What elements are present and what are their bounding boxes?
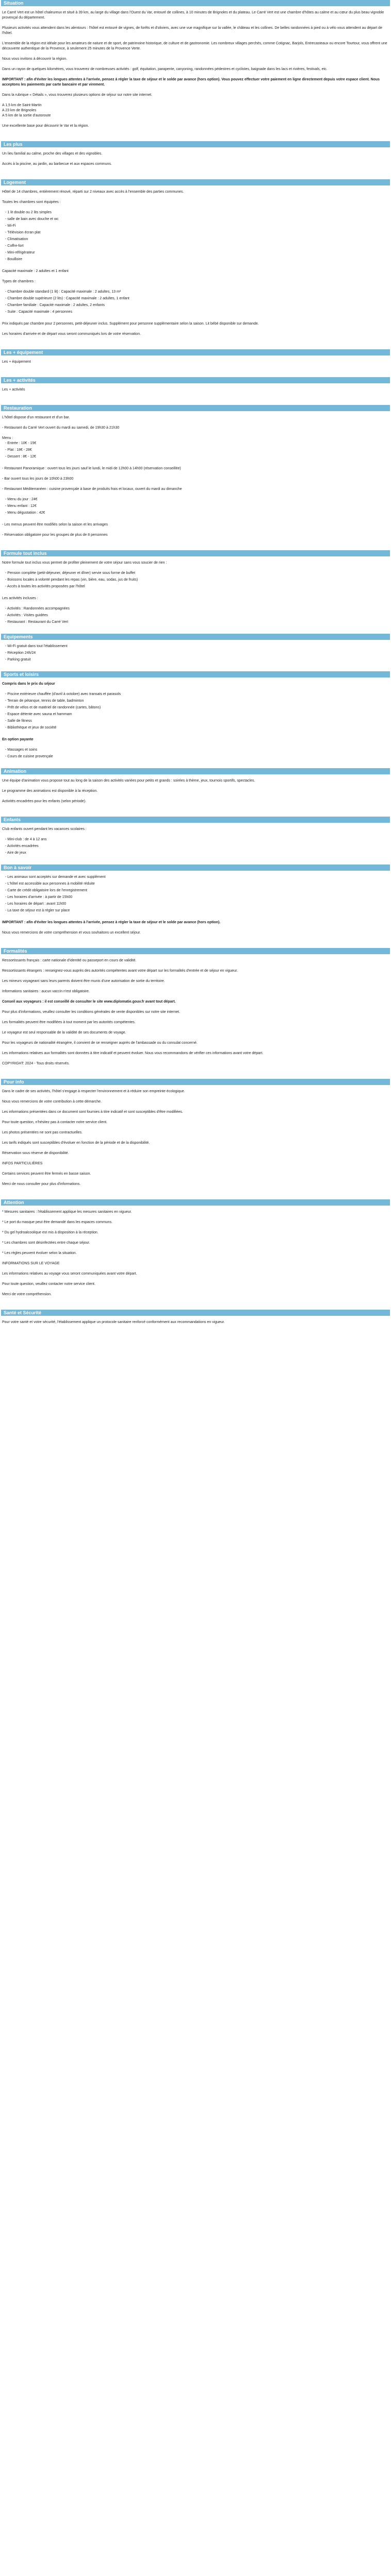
paragraph: Le programme des animations est disponible à la réception. [2,789,98,793]
paragraph: - Restaurant Méditerranéen : cuisine provençale à base de produits frais et locaux, ouvert du mardi au dimanche [2,487,182,491]
paragraph: Nous vous invitons à découvrir la région. [2,57,68,61]
paragraph: Dans la rubrique « Détails », vous trouverez plusieurs options de séjour sur notre site internet. [2,93,153,97]
section-body [1,6,390,141]
important-note: Conseil aux voyageurs : il est conseillé de consulter le site www.diplomatie.gouv.fr avant tout départ. [2,1000,176,1004]
paragraph: Toutes les chambres sont équipées : [2,200,61,204]
paragraph: Informations sanitaires : aucun vaccin n'est obligatoire. [2,990,90,993]
section-title: Bon à savoir [1,865,390,871]
section-title: Restauration [1,405,390,411]
list-item: - Chambre familiale : Capacité maximale : 2 adultes, 2 enfants [5,303,105,307]
paragraph: * Du gel hydroalcoolique est mis à disposition à la réception. [2,1231,99,1234]
list-item: - Piscine extérieure chauffée (d'avril à octobre) avec transats et parasols [5,692,121,696]
section-title: Les + activités [1,377,390,383]
subheading: Compris dans le prix du séjour [2,682,55,686]
section-restauration [1,405,390,550]
capacity: Capacité maximale : 2 adultes et 1 enfant [2,269,69,273]
list-item: - Climatisation [5,238,28,241]
paragraph: Club enfants ouvert pendant les vacances scolaires : [2,827,87,831]
section-sante [1,1310,390,1337]
list-item: - Boissons locales à volonté pendant les repas (vin, bière, eau, sodas, jus de fruits) [5,578,138,582]
paragraph: Nous vous remercions de votre contribution à cette démarche. [2,1100,102,1104]
list-item: - Pension complète (petit-déjeuner, déjeuner et dîner) servie sous forme de buffet [5,571,136,575]
list-item: - Les horaires d'arrivée : à partir de 15h00 [5,895,73,899]
list-item: - Massages et soins [5,748,38,752]
list-item: - Wi-Fi [5,224,16,228]
paragraph: Les activités incluses : [2,597,38,600]
list-item: - Parking gratuit [5,658,31,662]
paragraph: Les tarifs indiqués sont susceptibles d'évoluer en fonction de la période et de la disponibilité. [2,1141,150,1145]
section-animation [1,768,390,817]
paragraph: Les horaires d'arrivée et de départ vous seront communiqués lors de votre réservation. [2,332,141,336]
list-item: - Prêt de vélos et de matériel de randonnée (cartes, bâtons) [5,706,101,709]
paragraph: * Le port du masque peut être demandé dans les espaces communs. [2,1221,113,1224]
list-item: - Activités : Visites guidées [5,614,48,617]
section-title: Sports et loisirs [1,671,390,677]
section-attention [1,1199,390,1310]
paragraph: Dans le cadre de ses activités, l'hôtel s'engage à respecter l'environnement et à réduire son empreinte écologique. [2,1090,185,1093]
section-title: Santé et Sécurité [1,1310,390,1316]
list-item: - Mini-club : de 4 à 12 ans [5,838,47,841]
paragraph: Un lieu familial au calme, proche des villages et des vignobles. [2,152,103,156]
section-title: Equipements [1,634,390,640]
section-title: Formule tout inclus [1,550,390,556]
paragraph: Merci de votre compréhension. [2,1293,52,1296]
list-item: - Salle de fitness [5,719,32,723]
section-title: Animation [1,768,390,774]
paragraph: Le voyageur est seul responsable de la validité de ses documents de voyage. [2,1031,126,1035]
list-item: - Coffre-fort [5,244,24,248]
paragraph: Hôtel de 14 chambres, entièrement rénové, réparti sur 2 niveaux avec accès à l'ensemble des parties communes. [2,190,184,194]
list-item: - Accès à toutes les activités proposées par l'hôtel [5,585,85,588]
section-title: Les + équipement [1,349,390,355]
list-item: - Terrain de pétanque, tennis de table, badminton [5,699,84,703]
paragraph: - Les menus peuvent être modifiés selon la saison et les arrivages [2,523,108,527]
list-item: - Activités : Randonnées accompagnées [5,607,70,611]
list-item: - Télévision écran plat [5,231,41,234]
list-item: - Cours de cuisine provençale [5,755,53,758]
paragraph: Réservation sous réserve de disponibilité. [2,1151,69,1155]
distance-line: A 5 km de la sortie d'autoroute [2,114,51,117]
section-lieu [1,141,390,179]
section-title: Attention [1,1199,390,1206]
paragraph: Plusieurs activités vous attendent dans les alentours : l'hôtel est entouré de vignes, de forêts et d'oliviers, avec une vue magnifique sur la vallée, le château et les collines. De belles randonnées à pied ou à vélo vous attendent au départ de l'hôtel. [2,26,382,35]
list-item: - Suite : Capacité maximale : 4 personnes [5,310,72,314]
paragraph: Pour les voyageurs de nationalité étrangère, il convient de se renseigner auprès de l'ambassade ou du consulat concerné. [2,1041,198,1045]
paragraph: Les informations relatives aux formalités sont données à titre indicatif et peuvent évoluer. Nous vous recommandons de vérifier ces informations avant votre départ. [2,1052,264,1055]
section-bon-a-savoir [1,865,390,948]
paragraph: Les informations relatives au voyage vous seront communiquées avant votre départ. [2,1272,137,1276]
list-item: - Wi-Fi gratuit dans tout l'établissement [5,645,68,648]
section-enfants [1,817,390,865]
section-title: Logement [1,179,390,185]
list-item: - salle de bain avec douche et wc [5,217,59,221]
paragraph: Pour toute question, n'hésitez pas à contacter notre service client. [2,1121,108,1124]
paragraph: Les + équipement [2,360,31,364]
section-equipement [1,349,390,377]
paragraph: Les formalités peuvent être modifiées à tout moment par les autorités compétentes. [2,1021,136,1024]
paragraph: Une excellente base pour découvrir le Var et la région. [2,124,89,128]
section-title: Enfants [1,817,390,823]
paragraph: Ressortissants français : carte nationale d'identité ou passeport en cours de validité. [2,959,137,962]
list-item: - Bibliothèque et jeux de société [5,726,57,730]
paragraph: Certains services peuvent être fermés en basse saison. [2,1172,91,1176]
section-equipements [1,634,390,671]
list-item: - Carte de crédit obligatoire lors de l'enregistrement [5,889,87,892]
paragraph: Pour votre santé et votre sécurité, l'établissement applique un protocole sanitaire renforcé conformément aux recommandations en vigueur. [2,1320,225,1324]
paragraph: Une équipe d'animation vous propose tout au long de la saison des activités variées pour petits et grands : soirées à thème, jeux, tournois sportifs, spectacles. [2,779,255,783]
list-item: - Réception 24h/24 [5,651,36,655]
paragraph: Ressortissants étrangers : renseignez-vous auprès des autorités compétentes avant votre départ sur les formalités d'entrée et de séjour en vigueur. [2,969,238,973]
subheading: Types de chambres : [2,280,36,283]
paragraph: Activités encadrées pour les enfants (selon période). [2,800,87,803]
list-item: - L'hôtel est accessible aux personnes à mobilité réduite [5,882,95,886]
paragraph: Pour plus d'informations, veuillez consulter les conditions générales de vente disponibles sur notre site internet. [2,1010,180,1014]
menu-item: - Plat : 18€ - 28€ [5,448,32,452]
subheading: En option payante [2,738,34,741]
menu-item: - Dessert : 8€ - 12€ [5,455,36,459]
section-title: Formalités [1,948,390,954]
section-title: Pour info [1,1079,390,1085]
list-item: - 1 lit double ou 2 lits simples [5,211,52,214]
distance-line: A 23 km de Brignoles [2,109,37,112]
list-item: - Mini-réfrigérateur [5,251,35,255]
paragraph: Accès à la piscine, au jardin, au barbecue et aux espaces communs. [2,162,112,166]
subheading: INFORMATIONS SUR LE VOYAGE [2,1262,60,1265]
paragraph: * Les règles peuvent évoluer selon la situation. [2,1251,77,1255]
list-item: - Espace détente avec sauna et hammam [5,713,72,716]
section-title: Les plus [1,141,390,147]
important-note: IMPORTANT : afin d'éviter les longues attentes à l'arrivée, pensez à régler la taxe de séjour et le solde par avance (hors option). [2,921,221,924]
list-item: - Bouilloire [5,258,23,261]
subheading: Menu : [2,436,13,440]
list-item: - Restaurant : Restaurant du Carré Vert [5,620,69,624]
distance-line: A 1,5 km de Saint-Martin [2,104,42,107]
section-logement [1,179,390,349]
list-item: - Chambre double standard (1 lit) : Capacité maximale : 2 adultes, 13 m² [5,290,121,294]
paragraph: Dans un rayon de quelques kilomètres, vous trouverez de nombreuses activités : golf, équitation, parapente, canyoning, randonnées pédestres et cyclistes, baignade dans les lacs et rivières, festivals, etc. [2,67,328,71]
list-item: - Activités encadrées [5,844,39,848]
list-item: - La taxe de séjour est à régler sur place [5,909,70,912]
paragraph: Le Carré Vert est un hôtel chaleureux et situé à 39 km, au large du village dans l'Ouest du Var, entouré de collines, à 10 minutes de Brignoles et du plateau. Le Carré Vert est une chambre d'hôtes au calme et au cœur du plus beau vignoble provençal du département. [2,11,384,20]
paragraph: * Les chambres sont désinfectées entre chaque séjour. [2,1241,90,1245]
section-formule [1,550,390,634]
list-item: - Les animaux sont acceptés sur demande et avec supplément [5,875,106,879]
section-formalites [1,948,390,1079]
section-sports [1,671,390,768]
paragraph: Merci de nous consulter pour plus d'informations. [2,1182,81,1186]
paragraph: - Réservation obligatoire pour les groupes de plus de 8 personnes [2,533,108,537]
list-item: - Les horaires de départ : avant 11h00 [5,902,67,906]
paragraph: Prix indiqués par chambre pour 2 personnes, petit-déjeuner inclus. Supplément pour personne supplémentaire selon la saison. Lit bébé disponible sur demande. [2,322,259,326]
section-infos [1,1079,390,1199]
paragraph: * Mesures sanitaires : l'établissement applique les mesures sanitaires en vigueur. [2,1210,132,1214]
paragraph: COPYRIGHT: 2024 - Tous droits réservés. [2,1062,70,1065]
paragraph: Les informations présentées dans ce document sont fournies à titre indicatif et sont susceptibles d'être modifiées. [2,1110,183,1114]
paragraph: Les + activités [2,388,25,392]
paragraph: Pour toute question, veuillez contacter notre service client. [2,1282,95,1286]
menu-item: - Menu enfant : 12€ [5,504,37,508]
menu-item: - Menu du jour : 24€ [5,498,38,501]
section-situation [1,0,390,141]
menu-item: - Entrée : 10€ - 15€ [5,442,37,445]
paragraph: L'ensemble de la région est idéale pour les amateurs de nature et de sport, de patrimoine historique, de culture et de gastronomie. Les nombreux villages perchés, comme Cotignac, Barjols, Entrecasteaux ou encore Tourtour, vous offrent une découverte authentique de la Provence, à seulement 25 minutes de la Provence Verte. [2,42,387,50]
menu-item: - Menu dégustation : 42€ [5,511,45,515]
paragraph: - Restaurant Panoramique : ouvert tous les jours sauf le lundi, le midi de 12h00 à 14h00 (réservation conseillée) [2,467,181,470]
paragraph: Les mineurs voyageant sans leurs parents doivent être munis d'une autorisation de sortie du territoire. [2,979,165,983]
paragraph: Notre formule tout inclus vous permet de profiter pleinement de votre séjour sans vous soucier de rien : [2,561,167,565]
paragraph: Nous vous remercions de votre compréhension et vous souhaitons un excellent séjour. [2,931,141,935]
paragraph: - Bar ouvert tous les jours de 10h00 à 23h00 [2,477,74,481]
paragraph: Les photos présentées ne sont pas contractuelles. [2,1131,83,1134]
list-item: - Aire de jeux [5,851,26,855]
section-activites [1,377,390,405]
paragraph: - Restaurant du Carré Vert ouvert du mardi au samedi, de 19h30 à 21h30 [2,426,120,430]
section-title: Situation [1,0,390,6]
list-item: - Chambre double supérieure (2 lits) : Capacité maximale : 2 adultes, 1 enfant [5,297,129,300]
paragraph: L'hôtel dispose d'un restaurant et d'un bar. [2,416,70,419]
important-note: IMPORTANT : afin d'éviter les longues attentes à l'arrivée, pensez à régler la taxe de séjour et le solde par avance (hors option). Vous pouvez effectuer votre paiement en ligne directement depuis votre espace client. Nous acceptons les paiements par carte bancaire et par virement. [2,78,380,87]
subheading: INFOS PARTICULIÈRES [2,1162,43,1165]
